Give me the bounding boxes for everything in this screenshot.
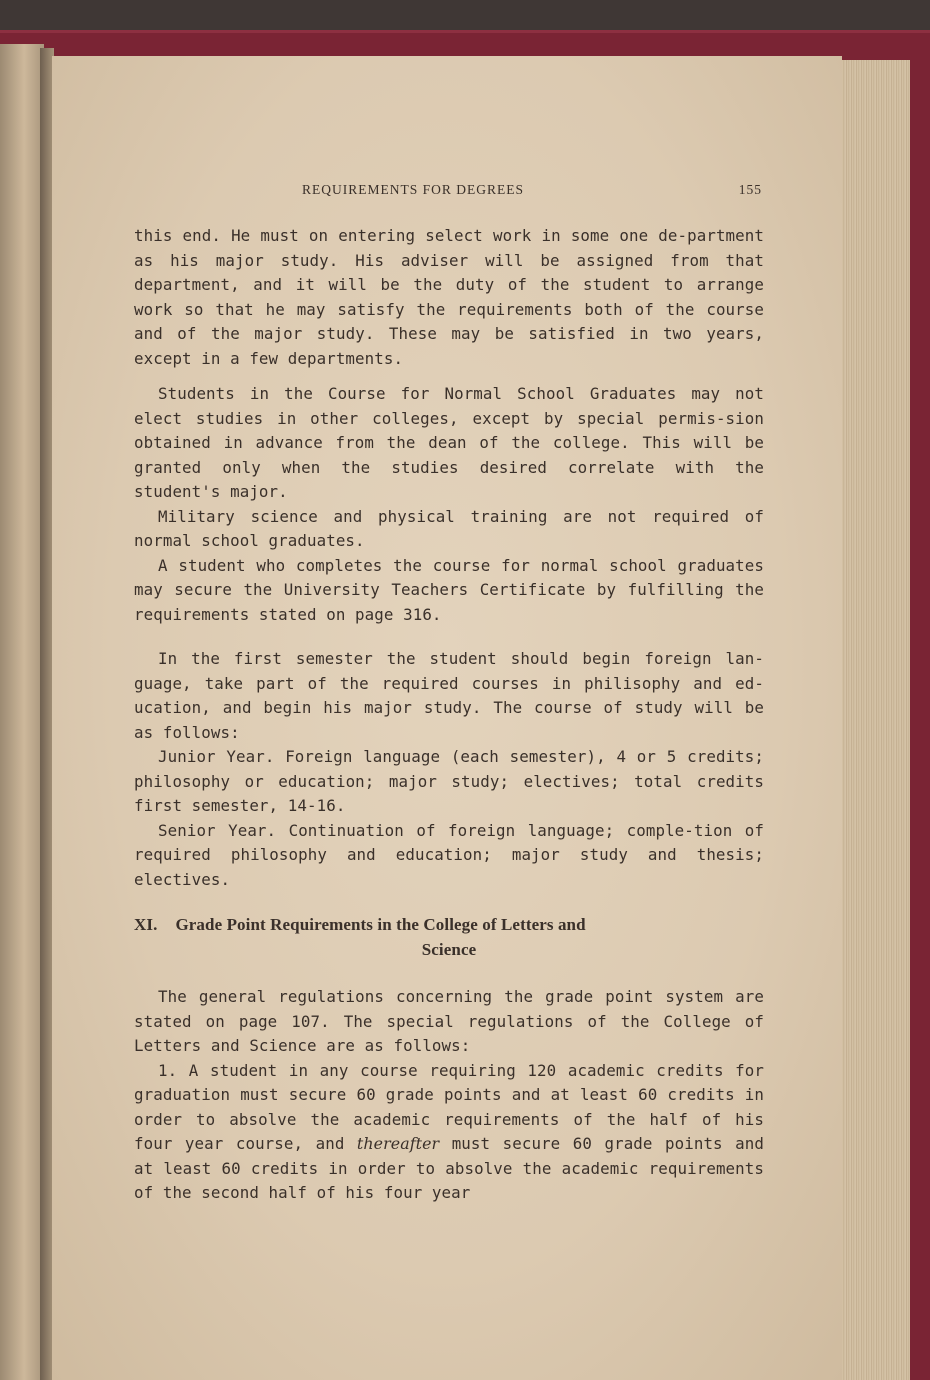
- emphasis-text: thereafter: [356, 1134, 440, 1153]
- section-title-line2: Science: [421, 940, 477, 959]
- running-head: [134, 178, 764, 200]
- section-number: XI.: [134, 915, 158, 934]
- page-edges: [840, 60, 910, 1380]
- section-title-line1: Grade Point Requirements in the College of Letters and: [175, 915, 586, 934]
- paragraph: The general regulations concerning the grade point system are stated on page 107. The special regulations of the College of Letters and Science are as follows:: [134, 987, 764, 1055]
- paragraph: Military science and physical training are not required of normal school graduates.: [134, 506, 764, 550]
- paragraph: Junior Year. Foreign language (each semester), 4 or 5 credits; philosophy or education; major study; electives; total credits first semester, 14-16.: [134, 747, 764, 815]
- facing-page-edge: [0, 44, 44, 1380]
- paragraph-item-1: [134, 1059, 764, 1206]
- paragraph: In the first semester the student should begin foreign lan-guage, take part of the required courses in philisophy and ed-ucation, and begin his major study. The course of study will be as follows:: [134, 649, 764, 742]
- page-text: [134, 178, 764, 1206]
- item-text-continued: must secure 60 grade points and at least 60 credits in order to absolve the academic requirements of the second half of his four year: [134, 1134, 764, 1202]
- section-heading: [134, 912, 764, 962]
- page-number: 155: [738, 182, 762, 197]
- paragraph: this end. He must on entering select work in some one de-partment as his major study. His adviser will be assigned from that department, and it will be the duty of the student to arrange work so that he may satisfy the requirements both of the course and of the major study. These may be satisfied in two years, except in a few departments.: [134, 226, 764, 368]
- paragraph: Senior Year. Continuation of foreign language; comple-tion of required philosophy and education; major study and thesis; electives.: [134, 820, 764, 889]
- item-text: 1. A student in any course requiring 120 academic credits for graduation must secure 60 grade points and at least 60 credits in order to absolve the academic requirements of the half of his four year course, and: [134, 1060, 764, 1153]
- paragraph: A student who completes the course for normal school graduates may secure the University Teachers Certificate by fulfilling the requirements stated on page 316.: [134, 555, 764, 624]
- running-title: REQUIREMENTS FOR DEGREES: [302, 182, 525, 197]
- paragraph: Students in the Course for Normal School Graduates may not elect studies in other colleges, except by special permis-sion obtained in advance from the dean of the college. This will be granted only when the studies desired correlate with the student's major.: [134, 384, 764, 501]
